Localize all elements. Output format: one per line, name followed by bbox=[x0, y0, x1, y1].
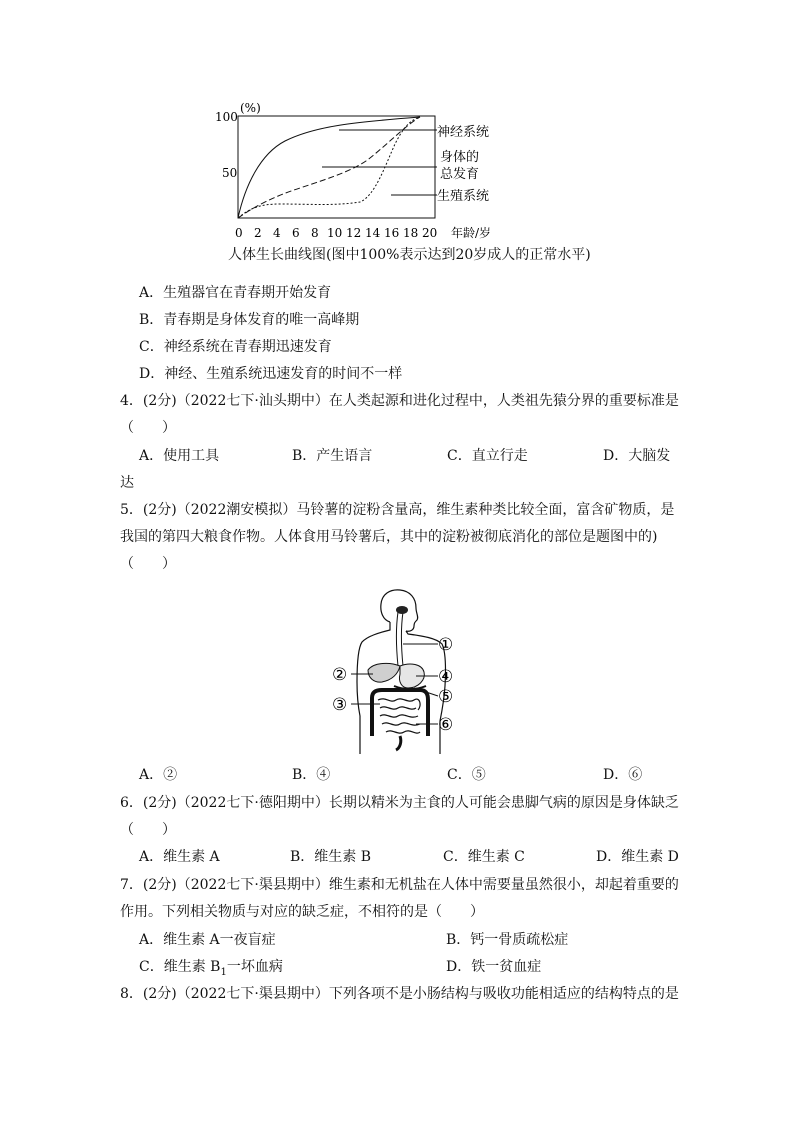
q7-option-c-suffix: 一坏血病 bbox=[226, 959, 283, 975]
q5-stem-line3: （ ） bbox=[120, 556, 176, 572]
x-tick: 12 bbox=[346, 226, 362, 240]
x-tick: 14 bbox=[365, 226, 381, 240]
y-unit-label: (%) bbox=[240, 101, 261, 115]
x-tick: 10 bbox=[327, 226, 343, 240]
x-axis-label: 年龄/岁 bbox=[451, 226, 492, 240]
q6-option-c[interactable]: C．维生素 C bbox=[443, 849, 525, 865]
q5-option-b[interactable]: B．④ bbox=[292, 767, 331, 783]
q5-option-d[interactable]: D．⑥ bbox=[603, 767, 643, 783]
small-intestine bbox=[378, 699, 420, 733]
large-intestine bbox=[372, 690, 428, 736]
q3-option-a[interactable]: A．生殖器官在青春期开始发育 bbox=[139, 285, 332, 301]
q7-option-c[interactable] bbox=[139, 958, 283, 982]
q3-option-d[interactable]: D．神经、生殖系统迅速发育的时间不一样 bbox=[139, 366, 403, 382]
x-tick: 0 bbox=[235, 226, 243, 240]
reproductive-system-label: 生殖系统 bbox=[437, 189, 490, 204]
q5-stem-line1: 5．(2分)（2022潮安模拟）马铃薯的淀粉含量高，维生素种类比较全面，富含矿物质，是 bbox=[120, 502, 675, 518]
x-tick: 18 bbox=[403, 226, 419, 240]
marker-6: ⑥ bbox=[438, 715, 454, 735]
rectum bbox=[396, 736, 401, 750]
q7-option-c-prefix: C．维生素 B bbox=[139, 959, 221, 975]
q3-option-b[interactable]: B．青春期是身体发育的唯一高峰期 bbox=[139, 312, 360, 328]
q5-option-a[interactable]: A．② bbox=[139, 767, 178, 783]
q6-option-a[interactable]: A．维生素 A bbox=[139, 849, 220, 865]
q4-option-d-continued: 达 bbox=[120, 475, 134, 491]
q8-stem-line1: 8．(2分)（2022七下·渠县期中）下列各项不是小肠结构与吸收功能相适应的结构特点的是 bbox=[120, 986, 679, 1002]
q5-option-c[interactable]: C．⑤ bbox=[447, 767, 486, 783]
mouth-cavity bbox=[396, 606, 408, 614]
q6-option-b[interactable]: B．维生素 B bbox=[290, 849, 372, 865]
q4-stem-line2: （ ） bbox=[120, 420, 176, 436]
x-tick-labels bbox=[235, 225, 491, 240]
q4-option-b[interactable]: B．产生语言 bbox=[292, 448, 373, 464]
q6-stem-line1: 6．(2分)（2022七下·德阳期中）长期以精米为主食的人可能会患脚气病的原因是身体缺乏 bbox=[120, 795, 679, 811]
body-label-line1: 身体的 bbox=[440, 150, 480, 165]
growth-curve-chart bbox=[205, 96, 525, 246]
marker-2: ② bbox=[332, 665, 348, 685]
q7-stem-line2: 作用。下列相关物质与对应的缺乏症，不相符的是（ ） bbox=[120, 904, 484, 920]
figure-caption: 人体生长曲线图(图中100%表示达到20岁成人的正常水平) bbox=[228, 247, 591, 263]
q6-stem-line2: （ ） bbox=[120, 822, 176, 838]
marker-1: ① bbox=[438, 635, 454, 655]
x-tick: 4 bbox=[273, 226, 281, 240]
x-tick: 6 bbox=[292, 226, 300, 240]
x-tick: 2 bbox=[254, 226, 262, 240]
esophagus bbox=[397, 612, 404, 666]
q4-option-a[interactable]: A．使用工具 bbox=[139, 448, 220, 464]
marker-4: ④ bbox=[438, 667, 454, 687]
y-tick-50: 50 bbox=[222, 166, 238, 180]
x-tick: 16 bbox=[384, 226, 400, 240]
marker-3: ③ bbox=[332, 695, 348, 715]
q4-option-d[interactable]: D．大脑发 bbox=[603, 448, 671, 464]
x-tick: 20 bbox=[422, 226, 438, 240]
q7-stem-line1: 7．(2分)（2022七下·渠县期中）维生素和无机盐在人体中需要量虽然很小，却起着重要的 bbox=[120, 877, 679, 893]
y-tick-100: 100 bbox=[215, 110, 238, 124]
body-label-line2: 总发育 bbox=[440, 167, 480, 182]
q3-option-c[interactable]: C．神经系统在青春期迅速发育 bbox=[139, 339, 332, 355]
q4-stem-line1: 4．(2分)（2022七下·汕头期中）在人类起源和进化过程中，人类祖先猿分界的重要标准是 bbox=[120, 393, 679, 409]
q5-stem-line2: 我国的第四大粮食作物。人体食用马铃薯后，其中的淀粉被彻底消化的部位是题图中的) bbox=[120, 529, 658, 545]
nerve-system-label: 神经系统 bbox=[437, 125, 490, 140]
q6-option-d[interactable]: D．维生素 D bbox=[596, 849, 679, 865]
q7-option-a[interactable]: A．维生素 A一夜盲症 bbox=[139, 932, 276, 948]
q4-option-c[interactable]: C．直立行走 bbox=[447, 448, 528, 464]
digestive-system-figure bbox=[328, 586, 470, 758]
x-tick: 8 bbox=[311, 226, 319, 240]
q7-option-c-subscript: 1 bbox=[220, 966, 227, 978]
marker-5: ⑤ bbox=[438, 687, 454, 707]
liver bbox=[368, 663, 400, 682]
q7-option-b[interactable]: B．钙一骨质疏松症 bbox=[446, 932, 569, 948]
q7-option-d[interactable]: D．铁一贫血症 bbox=[446, 959, 542, 975]
